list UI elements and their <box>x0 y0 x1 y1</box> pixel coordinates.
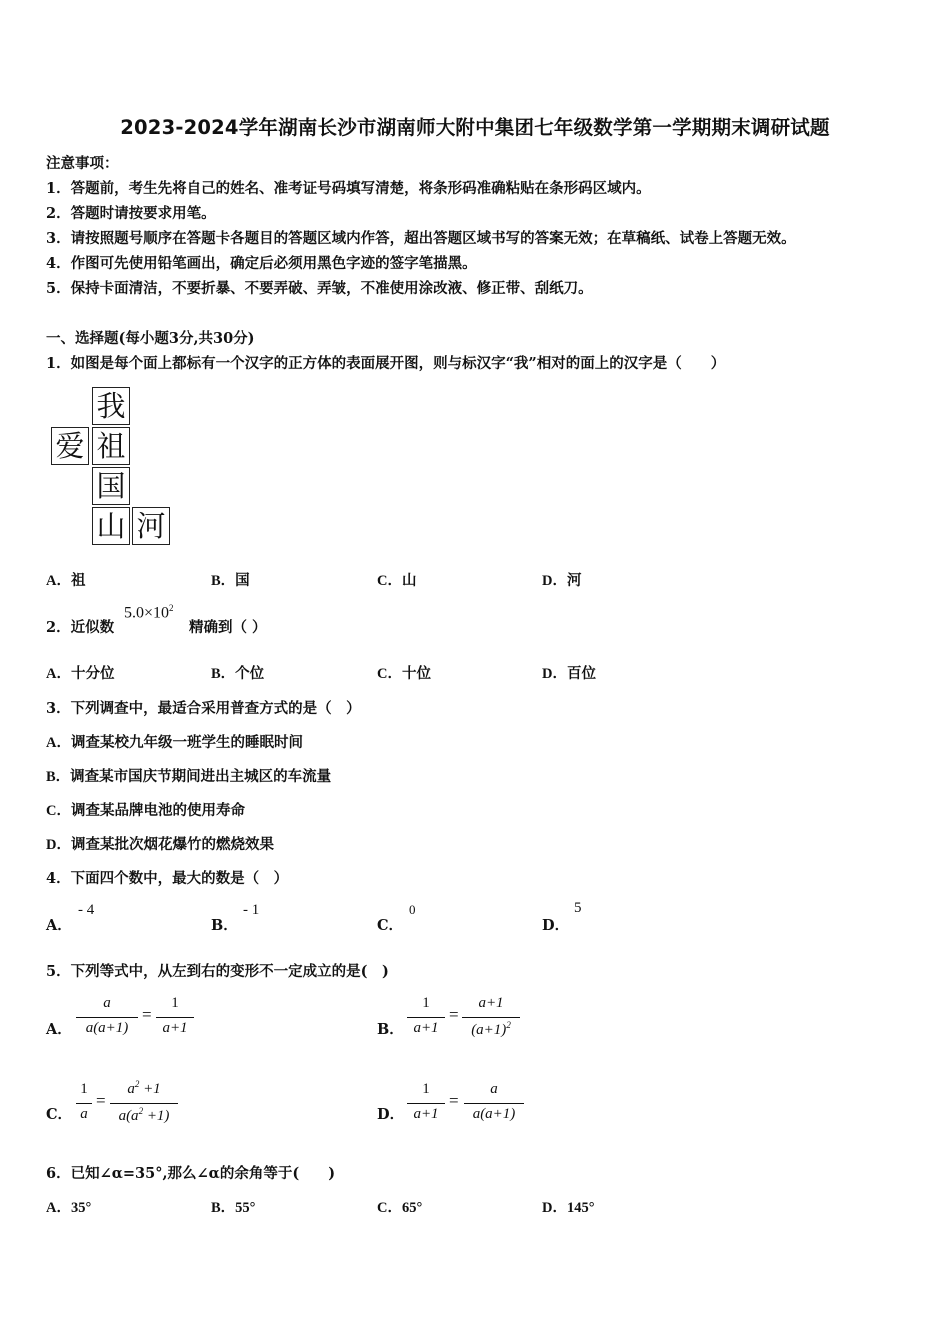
note-item-3: 3．请按照题号顺序在答题卡各题目的答题区域内作答，超出答题区域书写的答案无效；在草稿纸、试卷上答题无效。 <box>46 230 796 247</box>
net-cell-he: 河 <box>132 507 170 545</box>
note-item-1: 1．答题前，考生先将自己的姓名、准考证号码填写清楚，将条形码准确粘贴在条形码区域内。 <box>46 180 651 197</box>
q6-option-c: C．65° <box>377 1200 423 1216</box>
question-2-stem-start: 2．近似数 <box>46 619 115 636</box>
section-heading: 一、选择题(每小题3分,共30分) <box>46 330 255 347</box>
q6-option-d: D．145° <box>542 1200 595 1216</box>
q1-option-a: A．祖 <box>46 572 86 589</box>
q5-option-c-label: C． <box>46 1106 73 1123</box>
q4-option-c-label: C． <box>377 917 404 934</box>
q2-option-d: D．百位 <box>542 665 596 682</box>
q5-option-b-label: B． <box>377 1021 404 1038</box>
question-3-stem: 3．下列调查中，最适合采用普查方式的是（ ） <box>46 700 361 717</box>
page-title: 2023-2024学年湖南长沙市湖南师大附中集团七年级数学第一学期期末调研试题 <box>120 116 830 139</box>
q5-option-a-label: A． <box>46 1021 72 1038</box>
q3-option-c: C．调查某品牌电池的使用寿命 <box>46 802 245 819</box>
question-1-stem: 1．如图是每个面上都标有一个汉字的正方体的表面展开图，则与标汉字“我”相对的面上的汉字是（ ） <box>46 355 726 372</box>
q5-c-equals: = <box>96 1091 106 1110</box>
net-cell-zu: 祖 <box>92 427 130 465</box>
question-2-stem-end: 精确到（ ） <box>189 619 267 636</box>
q1-option-c: C．山 <box>377 572 417 589</box>
q5-option-d-label: D． <box>377 1106 405 1123</box>
q1-option-b: B．国 <box>211 572 250 589</box>
q5-a-equals: = <box>142 1005 152 1024</box>
q3-option-b: B．调查某市国庆节期间进出主城区的车流量 <box>46 768 332 785</box>
q4-option-d-label: D． <box>542 917 570 934</box>
note-item-4: 4．作图可先使用铅笔画出，确定后必须用黑色字迹的签字笔描黑。 <box>46 255 477 272</box>
q4-option-d-value: 5 <box>574 900 582 916</box>
net-cell-wo: 我 <box>92 387 130 425</box>
q6-option-b: B．55° <box>211 1200 256 1216</box>
q4-option-b-value: - 1 <box>243 902 260 918</box>
q4-option-c-value: 0 <box>409 902 416 917</box>
q3-option-a: A．调查某校九年级一班学生的睡眠时间 <box>46 734 303 751</box>
note-item-5: 5．保持卡面清洁，不要折暴、不要弄破、弄皱，不准使用涂改液、修正带、刮纸刀。 <box>46 280 593 297</box>
q4-option-a-value: - 4 <box>78 902 95 918</box>
q6-option-a: A．35° <box>46 1200 92 1216</box>
note-item-2: 2．答题时请按要求用笔。 <box>46 205 216 222</box>
q4-option-b-label: B． <box>211 917 238 934</box>
q3-option-d: D．调查某批次烟花爆竹的燃烧效果 <box>46 836 274 853</box>
question-5-stem: 5．下列等式中，从左到右的变形不一定成立的是( ) <box>46 963 389 980</box>
q4-option-a-label: A． <box>46 917 72 934</box>
question-4-stem: 4．下面四个数中，最大的数是（ ） <box>46 870 289 887</box>
q1-option-d: D．河 <box>542 572 582 589</box>
net-cell-shan: 山 <box>92 507 130 545</box>
q5-b-equals: = <box>449 1005 459 1024</box>
q5-d-equals: = <box>449 1091 459 1110</box>
question-2-number: $5.0\times 10^2$ <box>124 603 174 622</box>
q2-option-a: A．十分位 <box>46 665 115 682</box>
net-cell-guo: 国 <box>92 467 130 505</box>
q2-option-b: B．个位 <box>211 665 265 682</box>
question-6-stem: 6．已知∠α=35°,那么∠α的余角等于( ) <box>46 1165 336 1182</box>
q2-option-c: C．十位 <box>377 665 431 682</box>
net-cell-ai: 爱 <box>51 427 89 465</box>
notes-header: 注意事项： <box>46 155 119 172</box>
